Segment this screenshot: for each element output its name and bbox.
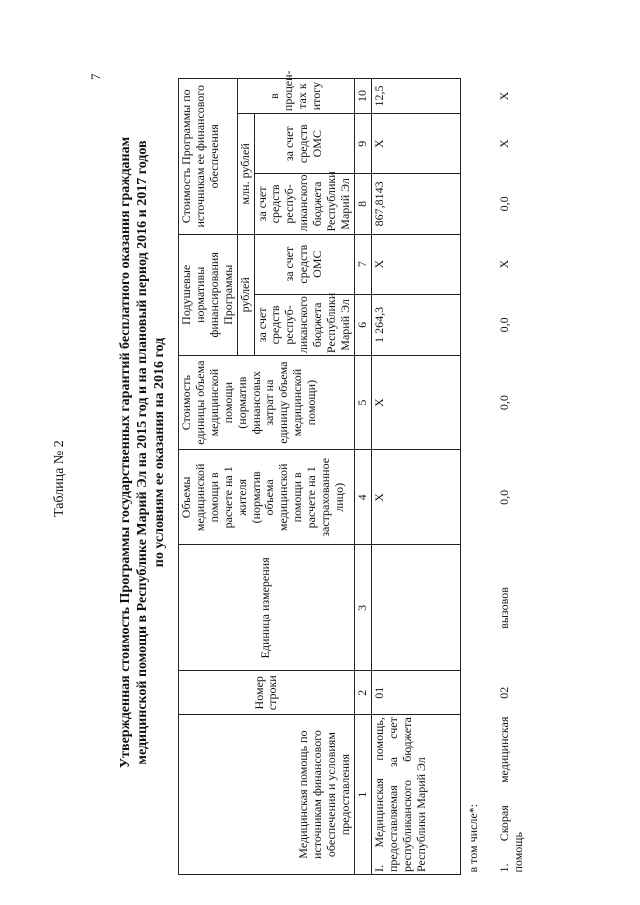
title-line-3: по условиям ее оказания на 2016 год — [152, 337, 167, 568]
header-rubles: рублей — [237, 234, 254, 356]
header-per-capita-norms: Подушевые нормативы финансирования Программы — [179, 234, 238, 356]
col-number: 7 — [354, 234, 371, 294]
header-care-type: Медицинская помощь по источникам финансового обеспечения и условиям предоставления — [179, 715, 355, 875]
col-number: 10 — [354, 79, 371, 114]
row-unit: вызовов — [496, 587, 511, 629]
col-number: 8 — [354, 174, 371, 234]
header-volume: Объемы медицинской помощи в расчете на 1 жителя (норматив объема медицинской помощи в расчете на 1 застрахованное лицо) — [179, 450, 355, 545]
cost-table — [178, 70, 539, 875]
row-name: I. Медицинская помощь, предоставляемая за счет республиканского бюджета Республики Марий Эл — [371, 715, 460, 875]
table-caption: Таблица № 2 — [52, 440, 67, 517]
table-row — [492, 79, 539, 875]
row-number: 01 — [371, 671, 460, 715]
column-number-row — [354, 79, 371, 875]
row-value-5 — [460, 356, 492, 450]
col-number: 2 — [354, 671, 371, 715]
row-value-7: Х — [371, 234, 460, 294]
row-value-4: Х — [371, 450, 460, 545]
col-number: 6 — [354, 294, 371, 355]
header-unit: Единица измерения — [179, 545, 355, 671]
row-value-4: 0,0 — [496, 489, 511, 505]
row-value-7: Х — [496, 259, 511, 269]
title-line-1: Утвержденная стоимость Программы государственных гарантий бесплатного оказания гражданам — [118, 136, 133, 769]
row-value-8 — [460, 174, 492, 234]
row-number — [460, 671, 492, 715]
row-value-6 — [460, 294, 492, 355]
row-value-5: Х — [371, 356, 460, 450]
row-value-7 — [460, 234, 492, 294]
header-unit-cost: Стоимость единицы объема медицинской помощи (норматив финансовых затрат на единицу объема медицинской помощи) — [179, 356, 355, 450]
title-line-2: медицинской помощи в Республике Марий Эл на 2015 год и на плановый период 2016 и 2017 годов — [135, 140, 150, 765]
header-row-number: Номер строки — [179, 671, 355, 715]
row-value-9 — [460, 114, 492, 174]
header-rubles-oms: за счет средств ОМС — [254, 234, 354, 294]
row-value-10: Х — [496, 91, 511, 101]
row-value-8: 0,0 — [496, 196, 511, 212]
header-percent-of-total: в процен-тах к итогу — [237, 79, 354, 114]
table-row — [371, 79, 460, 875]
col-number: 9 — [354, 114, 371, 174]
row-value-8: 867,8143 — [371, 174, 460, 234]
row-number: 02 — [496, 686, 511, 699]
row-value-9: Х — [371, 114, 460, 174]
row-value-5: 0,0 — [496, 395, 511, 411]
row-value-4 — [460, 450, 492, 545]
header-program-cost: Стоимость Программы по источникам ее финансового обеспечения — [179, 79, 238, 235]
col-number: 5 — [354, 356, 371, 450]
row-value-9: Х — [496, 139, 511, 149]
col-number: 3 — [354, 545, 371, 671]
row-unit — [460, 545, 492, 671]
header-mln-oms: за счет средств ОМС — [254, 114, 354, 174]
row-value-10 — [460, 79, 492, 114]
row-value-6: 1 264,3 — [371, 294, 460, 355]
header-rubles-budget: за счет средств респуб-ликанского бюджета Республики Марий Эл — [254, 294, 354, 355]
header-row-top — [179, 79, 238, 875]
page-number: 7 — [88, 73, 103, 80]
col-number: 4 — [354, 450, 371, 545]
row-name: в том числе*: — [465, 803, 480, 873]
row-value-10: 12,5 — [371, 79, 460, 114]
col-number: 1 — [354, 715, 371, 875]
row-value-6: 0,0 — [496, 317, 511, 333]
header-million-rubles: млн. рублей — [237, 114, 254, 234]
table-row — [460, 79, 492, 875]
row-unit — [371, 545, 460, 671]
row-name: 1. Скорая медицинская помощь — [496, 716, 525, 873]
header-mln-budget: за счет средств респуб-ликанского бюджета Республики Марий Эл — [254, 174, 354, 234]
